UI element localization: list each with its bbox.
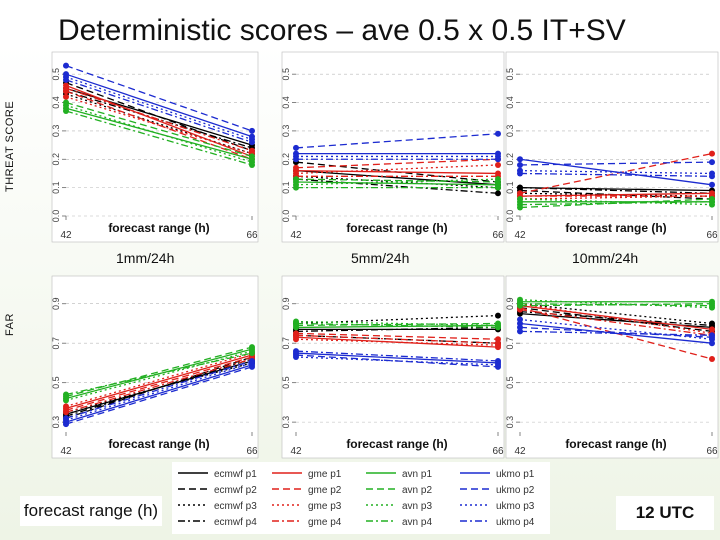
- data-point: [517, 301, 523, 307]
- data-point: [293, 156, 299, 162]
- data-point: [517, 170, 523, 176]
- y-tick-label: 0.3: [505, 415, 515, 429]
- data-point: [293, 320, 299, 326]
- data-point: [495, 176, 501, 182]
- data-point: [249, 139, 255, 145]
- legend-label: ukmo p1: [496, 469, 535, 480]
- y-tick-label: 0.3: [281, 124, 291, 138]
- data-point: [709, 173, 715, 179]
- y-tick-label: 0.2: [51, 153, 61, 166]
- y-tick-label: 0.0: [51, 209, 61, 223]
- legend-label: ecmwf p2: [214, 485, 257, 496]
- data-point: [517, 156, 523, 162]
- y-tick-label: 0.3: [281, 415, 291, 429]
- legend-label: ukmo p3: [496, 501, 535, 512]
- data-point: [249, 128, 255, 134]
- legend-label: avn p3: [402, 501, 433, 512]
- data-point: [249, 350, 255, 356]
- x-axis-label: forecast range (h): [565, 437, 667, 451]
- data-point: [293, 176, 299, 182]
- data-point: [63, 77, 69, 83]
- x-axis-label: forecast range (h): [346, 221, 448, 235]
- y-tick-label: 0.9: [505, 297, 515, 310]
- page-title: Deterministic scores – ave 0.5 x 0.5 IT+SV: [58, 14, 626, 47]
- x-axis-label: forecast range (h): [108, 437, 210, 451]
- data-point: [709, 332, 715, 338]
- y-tick-label: 0.3: [51, 415, 61, 429]
- legend-label: ecmwf p3: [214, 501, 257, 512]
- data-point: [249, 162, 255, 168]
- data-point: [63, 392, 69, 398]
- legend-canvas: [172, 462, 550, 534]
- x-tick-label: 42: [514, 446, 526, 457]
- y-tick-label: 0.5: [51, 67, 61, 81]
- x-tick-label: 66: [706, 446, 718, 457]
- y-tick-label: 0.2: [281, 153, 291, 166]
- data-point: [517, 202, 523, 208]
- x-tick-label: 66: [492, 230, 504, 241]
- data-point: [63, 108, 69, 114]
- utc-label: 12 UTC: [616, 496, 714, 530]
- data-point: [293, 354, 299, 360]
- legend-item: [178, 501, 257, 512]
- x-axis-label: forecast range (h): [565, 221, 667, 235]
- data-point: [495, 162, 501, 168]
- threshold-label-1mm: 1mm/24h: [116, 250, 175, 266]
- data-point: [495, 324, 501, 330]
- legend-label: gme p3: [308, 501, 342, 512]
- y-tick-label: 0.7: [51, 336, 61, 350]
- y-tick-label: 0.4: [281, 96, 291, 109]
- legend-label: ukmo p2: [496, 485, 535, 496]
- legend-item: [272, 501, 342, 512]
- data-point: [517, 196, 523, 202]
- data-point: [63, 102, 69, 108]
- legend-item: [272, 517, 342, 528]
- chart-panel-4: [51, 276, 258, 458]
- data-point: [63, 85, 69, 91]
- legend-label: avn p4: [402, 517, 433, 528]
- legend-label: gme p1: [308, 469, 342, 480]
- legend-item: [178, 517, 257, 528]
- data-point: [293, 185, 299, 191]
- data-point: [63, 397, 69, 403]
- x-tick-label: 42: [290, 446, 302, 457]
- y-tick-label: 0.0: [281, 209, 291, 223]
- legend-item: [178, 469, 257, 480]
- legend-label: gme p2: [308, 485, 342, 496]
- data-point: [293, 165, 299, 171]
- legend-label: gme p4: [308, 517, 342, 528]
- x-tick-label: 66: [492, 446, 504, 457]
- chart-panel-3: [505, 52, 718, 242]
- legend: [172, 462, 550, 534]
- data-point: [293, 332, 299, 338]
- data-point: [517, 317, 523, 323]
- legend-item: [366, 469, 432, 480]
- data-point: [517, 185, 523, 191]
- y-tick-label: 0.4: [51, 96, 61, 109]
- chart-panel-6: [505, 276, 718, 458]
- y-tick-label: 0.5: [281, 376, 291, 389]
- y-tick-label: 0.1: [281, 181, 291, 194]
- data-point: [293, 348, 299, 354]
- y-tick-label: 0.3: [51, 124, 61, 138]
- x-tick-label: 42: [60, 446, 72, 457]
- y-tick-label: 0.4: [505, 96, 515, 109]
- plot-background: [506, 52, 718, 242]
- data-point: [63, 409, 69, 415]
- legend-label: ecmwf p4: [214, 517, 257, 528]
- data-point: [495, 156, 501, 162]
- legend-label: ukmo p4: [496, 517, 535, 528]
- y-tick-label: 0.5: [505, 376, 515, 389]
- data-point: [249, 358, 255, 364]
- x-tick-label: 42: [290, 230, 302, 241]
- data-point: [495, 131, 501, 137]
- data-point: [495, 313, 501, 319]
- data-point: [293, 145, 299, 151]
- y-tick-label: 0.1: [51, 181, 61, 194]
- chart-panel-5: [281, 276, 504, 458]
- legend-item: [272, 485, 342, 496]
- data-point: [709, 151, 715, 157]
- legend-label: avn p2: [402, 485, 433, 496]
- data-point: [709, 199, 715, 205]
- x-tick-label: 66: [246, 230, 258, 241]
- data-point: [249, 148, 255, 154]
- plot-background: [282, 52, 504, 242]
- y-tick-label: 0.0: [505, 209, 515, 223]
- x-tick-label: 66: [706, 230, 718, 241]
- data-point: [495, 190, 501, 196]
- y-tick-label: 0.1: [505, 181, 515, 194]
- legend-item: [366, 485, 432, 496]
- legend-label: avn p1: [402, 469, 433, 480]
- legend-item: [178, 485, 257, 496]
- y-tick-label: 0.5: [281, 67, 291, 81]
- x-tick-label: 66: [246, 446, 258, 457]
- row-label-threat-score: THREAT SCORE: [4, 100, 16, 192]
- data-point: [709, 356, 715, 362]
- legend-item: [366, 517, 432, 528]
- chart-panel-2: [281, 52, 504, 242]
- forecast-range-caption: forecast range (h): [20, 496, 162, 526]
- x-axis-label: forecast range (h): [346, 437, 448, 451]
- y-tick-label: 0.9: [281, 297, 291, 310]
- data-point: [709, 303, 715, 309]
- x-tick-label: 42: [514, 230, 526, 241]
- plot-background: [282, 276, 504, 458]
- legend-label: ecmwf p1: [214, 469, 257, 480]
- x-axis-label: forecast range (h): [108, 221, 210, 235]
- y-tick-label: 0.5: [51, 376, 61, 389]
- legend-item: [460, 517, 535, 528]
- legend-item: [460, 501, 535, 512]
- data-point: [63, 403, 69, 409]
- data-point: [709, 159, 715, 165]
- x-tick-label: 42: [60, 230, 72, 241]
- y-tick-label: 0.3: [505, 124, 515, 138]
- y-tick-label: 0.2: [505, 153, 515, 166]
- data-point: [495, 185, 501, 191]
- data-point: [63, 415, 69, 421]
- y-tick-label: 0.7: [281, 336, 291, 350]
- threshold-label-5mm: 5mm/24h: [351, 250, 410, 266]
- row-label-far: FAR: [4, 313, 16, 336]
- legend-item: [460, 469, 535, 480]
- data-point: [249, 153, 255, 159]
- legend-item: [272, 469, 342, 480]
- legend-item: [460, 485, 535, 496]
- data-point: [709, 182, 715, 188]
- y-tick-label: 0.5: [505, 67, 515, 81]
- chart-panel-1: [51, 52, 258, 242]
- data-point: [63, 94, 69, 100]
- data-point: [495, 340, 501, 346]
- data-point: [517, 162, 523, 168]
- data-point: [63, 63, 69, 69]
- data-point: [495, 358, 501, 364]
- y-tick-label: 0.7: [505, 336, 515, 350]
- data-point: [517, 328, 523, 334]
- y-tick-label: 0.9: [51, 297, 61, 310]
- legend-item: [366, 501, 432, 512]
- threshold-label-10mm: 10mm/24h: [572, 250, 639, 266]
